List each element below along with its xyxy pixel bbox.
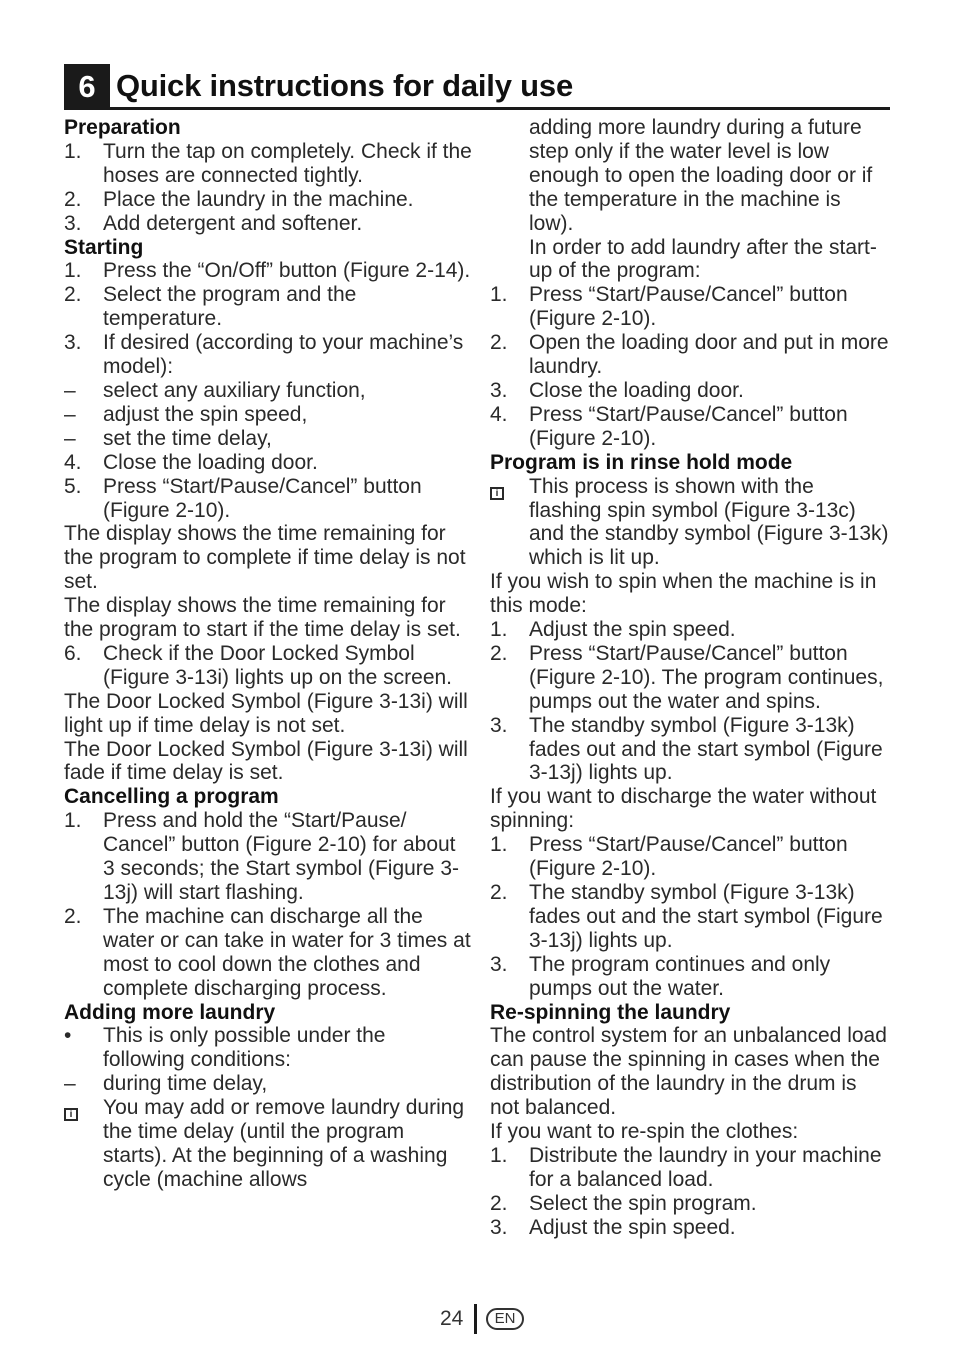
list-item [64,809,472,905]
paragraph: In order to add laundry after the start-up of the program: [529,235,877,283]
list-text: Check if the Door Locked Symbol (Figure 3-13i) lights up on the screen. [103,641,453,689]
footer-divider [474,1304,477,1334]
list-item [64,427,472,451]
page-title: Quick instructions for daily use [116,68,573,103]
list-item [64,379,472,403]
list-text: Press the “On/Off” button (Figure 2-14). [103,259,471,283]
list-item [490,1192,890,1216]
page-number: 24 [440,1307,464,1330]
language-badge: EN [486,1308,524,1330]
list-text: Select the program and the temperature. [103,283,357,331]
list-text: Press “Start/Pause/Cancel” button (Figure 2-10). The program continues, pumps out the water and spins. [529,641,884,713]
list-item [64,475,472,523]
list-marker: 6. [64,641,82,665]
list-marker: 2. [490,641,508,665]
list-text: Press “Start/Pause/Cancel” button (Figure 2-10). [529,402,848,450]
list-item [490,881,890,953]
list-marker: 3. [490,952,508,976]
list-marker: 2. [490,881,508,904]
list-item [490,283,890,331]
list-item [64,259,472,283]
list-marker: 1. [490,283,508,307]
list-marker: 4. [490,402,508,426]
list-marker: 2. [64,283,82,307]
list-marker: 2. [490,1191,508,1215]
list-marker: 2. [490,331,508,355]
list-item [490,618,890,642]
info-note-icon: i [490,487,504,500]
list-marker: 4. [64,450,82,474]
list-text: Press and hold the “Start/Pause/ Cancel” button (Figure 2-10) for about 3 seconds; the Start symbol (Figure 3-13j) will start flashing. [103,809,459,904]
dash-marker: – [64,1072,76,1096]
list-text: This is only possible under the following conditions: [103,1024,386,1072]
list-item [64,188,472,212]
section-heading-adding: Adding more laundry [64,1000,276,1024]
list-item [490,1216,890,1240]
list-item [490,379,890,403]
list-text: Adjust the spin speed. [529,1215,736,1239]
section-heading-rinse-hold: Program is in rinse hold mode [490,450,793,474]
list-item [490,642,890,714]
list-text: Select the spin program. [529,1191,757,1215]
header-rule [64,107,890,110]
list-item [490,403,890,451]
list-item [490,1144,890,1192]
list-text: Place the laundry in the machine. [103,187,414,211]
list-text: If desired (according to your machine’s model): [103,331,464,379]
list-item [64,451,472,475]
list-text: adjust the spin speed, [103,402,308,426]
note-item [64,1096,472,1192]
list-item [64,403,472,427]
page-footer [440,1304,540,1334]
list-marker: 1. [490,1143,508,1167]
list-marker: 1. [64,139,82,163]
section-heading-respin: Re-spinning the laundry [490,1000,731,1024]
list-marker: 3. [490,1215,508,1239]
paragraph: The Door Locked Symbol (Figure 3-13i) will fade if time delay is set. [64,737,468,785]
paragraph: If you wish to spin when the machine is in this mode: [490,570,877,618]
list-text: The standby symbol (Figure 3-13k) fades out and the start symbol (Figure 3-13j) lights up. [529,881,883,952]
left-column [64,116,472,1192]
paragraph: If you want to re-spin the clothes: [490,1120,799,1144]
list-text: Press “Start/Pause/Cancel” button (Figure 2-10). [103,474,422,522]
list-item [64,283,472,331]
section-heading-cancelling: Cancelling a program [64,785,279,809]
list-marker: 3. [64,211,82,235]
list-text: Adjust the spin speed. [529,618,736,642]
bullet-marker: • [64,1024,72,1048]
list-item [64,1024,472,1072]
list-text: Add detergent and softener. [103,211,363,235]
list-text: The program continues and only pumps out the water. [529,952,831,1000]
chapter-number: 6 [64,64,110,110]
list-item [64,331,472,379]
list-item [490,331,890,379]
list-marker: – [64,378,76,402]
list-text: Close the loading door. [103,450,318,474]
list-item [64,642,472,690]
paragraph: The control system for an unbalanced load can pause the spinning in cases when the distribution of the laundry in the drum is not balanced. [490,1024,887,1120]
list-text: Press “Start/Pause/Cancel” button (Figure 2-10). [529,283,848,331]
list-item [64,905,472,1001]
list-text: Close the loading door. [529,378,744,402]
section-heading-starting: Starting [64,235,144,259]
list-marker: – [64,426,76,450]
list-text: set the time delay, [103,426,272,450]
note-continuation: adding more laundry during a future step only if the water level is low enough to open the loading door or if the temperature in the machine is low). [529,116,873,235]
list-text: The standby symbol (Figure 3-13k) fades out and the start symbol (Figure 3-13j) lights up. [529,713,883,785]
list-item [64,212,472,236]
note-item [490,475,890,571]
note-text: You may add or remove laundry during the time delay (until the program starts). At the beginning of a washing cycle (machine allows [103,1096,465,1191]
list-item [490,714,890,786]
list-marker: 1. [490,833,508,857]
list-marker: 1. [64,809,82,833]
list-marker: – [64,402,76,426]
list-marker: 1. [64,259,82,283]
list-text: Distribute the laundry in your machine for a balanced load. [529,1143,882,1191]
list-marker: 5. [64,474,82,498]
page-header [64,64,890,110]
right-column [490,116,890,1240]
list-marker: 3. [490,713,508,737]
list-marker: 1. [490,618,508,642]
info-note-icon: i [64,1108,78,1121]
list-marker: 3. [64,331,82,355]
list-text: select any auxiliary function, [103,378,366,402]
list-text: Open the loading door and put in more laundry. [529,331,889,379]
paragraph: The display shows the time remaining for the program to start if the time delay is set. [64,594,461,642]
list-item [64,1072,472,1096]
list-item [64,140,472,188]
paragraph: The display shows the time remaining for the program to complete if time delay is not set. [64,522,466,594]
list-text: Press “Start/Pause/Cancel” button (Figure 2-10). [529,833,848,881]
list-item [490,833,890,881]
list-marker: 2. [64,904,82,928]
list-text: The machine can discharge all the water or can take in water for 3 times at most to cool down the clothes and complete discharging process. [103,904,471,1000]
list-item [490,953,890,1001]
list-text: Turn the tap on completely. Check if the hoses are connected tightly. [103,139,472,187]
list-text: during time delay, [103,1072,268,1096]
list-marker: 3. [490,378,508,402]
section-heading-preparation: Preparation [64,116,181,139]
paragraph: If you want to discharge the water without spinning: [490,785,877,833]
paragraph: The Door Locked Symbol (Figure 3-13i) will light up if time delay is not set. [64,689,468,737]
list-marker: 2. [64,187,82,211]
note-text: This process is shown with the flashing spin symbol (Figure 3-13c) and the standby symbol (Figure 3-13k) which is lit up. [529,474,889,570]
